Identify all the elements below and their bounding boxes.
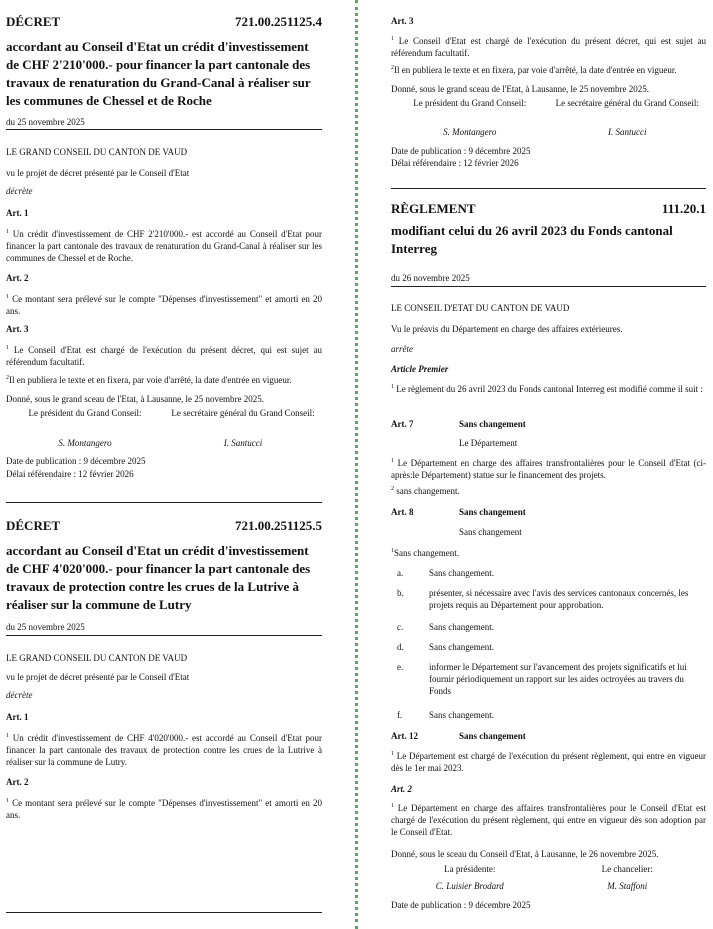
- decree1-signature-titles: [6, 408, 322, 419]
- decree1-art3-label: Art. 3: [6, 324, 29, 334]
- decree2-art1-text: $^1$ Un crédit d'investissement de CHF 4'020'000.- est accordé au Conseil d'Etat pour financer la part cantonale des travaux de protection contre les crues de la Lutrive à réaliser sur la commune de Lutry.: [6, 733, 322, 767]
- cont-given: Donné, sous le grand sceau de l'Etat, à Lausanne, le 25 novembre 2025.: [391, 84, 650, 94]
- cont-art3-text1: $^1$ Le Conseil d'Etat est chargé de l'exécution du présent décret, qui est sujet au référendum facultatif.: [391, 36, 707, 58]
- reg-signature-names: [391, 881, 706, 892]
- decree2-end-rule: [6, 912, 322, 913]
- decree1-type: DÉCRET: [6, 14, 61, 29]
- decree2-header: [6, 518, 322, 534]
- decree2-art2-text: $^1$ Ce montant sera prélevé sur le compte "Dépenses d'investissement" et amorti en 20 ans.: [6, 798, 323, 820]
- cont-ref: Délai référendaire : 12 février 2026: [391, 158, 519, 168]
- decree1-art2-label: Art. 2: [6, 273, 29, 283]
- reg-article-premier-text: $^1$ Le règlement du 26 avril 2023 du Fonds cantonal Interreg est modifié comme il suit :: [391, 384, 703, 394]
- reg-header: [391, 201, 706, 217]
- reg-art8-num: Art. 8: [391, 507, 414, 517]
- reg-list-item: b. présenter, si nécessaire avec l'avis des services cantonaux concernés, les projets requis au Département pour approbation.: [397, 588, 689, 610]
- reg-list-item: f. Sans changement.: [397, 710, 494, 720]
- reg-title: modifiant celui du 26 avril 2023 du Fonds cantonal Interreg: [391, 223, 673, 256]
- reg-list-item: e. informer le Département sur l'avancement des projets significatifs et lui fournir périodiquement un rapport sur les aides octroyées au travers du Fonds: [397, 662, 687, 696]
- reg-art8-row: [391, 506, 706, 518]
- reg-article-premier-label: Article Premier: [391, 364, 449, 374]
- reg-art12-num: Art. 12: [391, 731, 418, 741]
- decree1-sign-left-name: S. Montangero: [58, 438, 112, 448]
- decree2-vu: vu le projet de décret présenté par le Conseil d'Etat: [6, 672, 190, 682]
- reg-pub: Date de publication : 9 décembre 2025: [391, 900, 531, 910]
- decree2-art1-label: Art. 1: [6, 712, 29, 722]
- decree1-title: accordant au Conseil d'Etat un crédit d'investissement de CHF 2'210'000.- pour financer la part cantonale des travaux de renaturation du Grand-Canal à réaliser sur les communes de Chessel et de Roche: [6, 39, 311, 108]
- reg-art7-row: [391, 418, 706, 430]
- reg-rule: [391, 286, 706, 287]
- reg-date: du 26 novembre 2025: [391, 273, 470, 283]
- decree1-number: 721.00.251125.4: [234, 14, 322, 29]
- reg-art8-sub: Sans changement: [459, 527, 522, 537]
- reg-authority: LE CONSEIL D'ETAT DU CANTON DE VAUD: [391, 303, 570, 313]
- cont-art3-text2: $^2$Il en publiera le texte et en fixera, par voie d'arrêté, la date d'entrée en vigueur.: [391, 65, 677, 75]
- reg-type: RÈGLEMENT: [391, 201, 476, 216]
- decree2-authority: LE GRAND CONSEIL DU CANTON DE VAUD: [6, 653, 188, 663]
- decree1-sign-right-title: Le secrétaire général du Grand Conseil:: [171, 408, 315, 418]
- decree1-art1-label: Art. 1: [6, 208, 29, 218]
- cont-sign-left-title: Le président du Grand Conseil:: [413, 98, 527, 108]
- reg-arrete: arrête: [391, 344, 413, 354]
- reg-number: 111.20.1: [661, 201, 706, 216]
- reg-art7-sub: Le Département: [459, 438, 518, 448]
- decree1-header: [6, 14, 322, 30]
- reg-art12-label: Sans changement: [459, 731, 526, 741]
- reg-list-item: a. Sans changement.: [397, 568, 494, 578]
- reg-art8-label: Sans changement: [459, 507, 526, 517]
- decree1-authority: LE GRAND CONSEIL DU CANTON DE VAUD: [6, 147, 188, 157]
- decree1-art2-text: $^1$ Ce montant sera prélevé sur le compte "Dépenses d'investissement" et amorti en 20 ans.: [6, 294, 323, 316]
- cont-pub: Date de publication : 9 décembre 2025: [391, 146, 531, 156]
- reg-list-item: c. Sans changement.: [397, 622, 494, 632]
- decree2-type: DÉCRET: [6, 518, 61, 533]
- decree2-rule: [6, 635, 322, 636]
- cont-sign-right-name: I. Santucci: [608, 127, 647, 137]
- cont-signature-names: [391, 127, 706, 138]
- reg-art12-text: $^1$ Le Département est chargé de l'exécution du présent règlement, qui entre en vigueur dès le 1er mai 2023.: [391, 751, 706, 773]
- cont-art3-label: Art. 3: [391, 16, 414, 26]
- reg-art7-text2: $^2$ sans changement.: [391, 486, 460, 496]
- decree2-decrete: décrète: [6, 690, 33, 700]
- reg-list-item: d. Sans changement.: [397, 642, 494, 652]
- decree2-number: 721.00.251125.5: [234, 518, 322, 533]
- decree1-date: du 25 novembre 2025: [6, 117, 85, 127]
- decree1-decrete: décrète: [6, 186, 33, 196]
- reg-art7-text1: $^1$ Le Département en charge des affaires transfrontalières pour le Conseil d'Etat (ci-après:le Département) statue sur le financement des projets.: [391, 458, 707, 480]
- decree1-pub: Date de publication : 9 décembre 2025: [6, 456, 146, 466]
- cont-end-rule: [391, 188, 706, 189]
- cont-sign-left-name: S. Montangero: [443, 127, 497, 137]
- reg-sign-right-title: Le chancelier:: [601, 864, 653, 874]
- reg-sign-left-name: C. Luisier Brodard: [435, 881, 504, 891]
- reg-given: Donné, sous le sceau du Conseil d'Etat, à Lausanne, le 26 novembre 2025.: [391, 849, 659, 859]
- reg-art8-text1: $^1$Sans changement.: [391, 548, 459, 558]
- reg-sign-left-title: La présidente:: [444, 864, 496, 874]
- reg-art2-text: $^1$ Le Département en charge des affaires transfrontalières pour le Conseil d'Etat est chargé de l'exécution du présent règlement, qui entre en vigueur dès son adoption par le Conseil d'Etat.: [391, 803, 706, 837]
- decree1-signature-names: [6, 438, 322, 449]
- reg-vu: Vu le préavis du Département en charge des affaires extérieures.: [391, 324, 623, 334]
- decree1-vu: vu le projet de décret présenté par le Conseil d'Etat: [6, 168, 190, 178]
- reg-art12-row: [391, 730, 706, 742]
- decree2-art2-label: Art. 2: [6, 777, 29, 787]
- reg-sign-right-name: M. Staffoni: [607, 881, 648, 891]
- decree2-date: du 25 novembre 2025: [6, 622, 85, 632]
- reg-art7-num: Art. 7: [391, 419, 414, 429]
- decree1-sign-left-title: Le président du Grand Conseil:: [28, 408, 142, 418]
- decree1-art3-text1: $^1$ Le Conseil d'Etat est chargé de l'exécution du présent décret, qui est sujet au référendum facultatif.: [6, 345, 322, 367]
- decree1-sign-right-name: I. Santucci: [223, 438, 263, 448]
- decree1-rule: [6, 129, 322, 130]
- reg-signature-titles: [391, 864, 706, 875]
- decree1-art3-text2: $^2$Il en publiera le texte et en fixera, par voie d'arrêté, la date d'entrée en vigueur.: [6, 375, 292, 385]
- decree1-end-rule: [6, 502, 322, 503]
- column-divider: [355, 0, 358, 929]
- reg-art7-label: Sans changement: [459, 419, 526, 429]
- decree1-art1-text: $^1$ Un crédit d'investissement de CHF 2'210'000.- est accordé au Conseil d'Etat pour financer la part cantonale des travaux de renaturation du Grand-Canal à réaliser sur les communes de Chessel et de Roche.: [6, 229, 322, 263]
- reg-art2-label: Art. 2: [391, 784, 413, 794]
- decree2-title: accordant au Conseil d'Etat un crédit d'investissement de CHF 4'020'000.- pour financer la part cantonale des travaux de protection contre les crues de la Lutrive à réaliser sur la commune de Lutry: [6, 543, 311, 612]
- cont-sign-right-title: Le secrétaire général du Grand Conseil:: [555, 98, 699, 108]
- decree1-given: Donné, sous le grand sceau de l'Etat, à Lausanne, le 25 novembre 2025.: [6, 394, 265, 404]
- cont-signature-titles: [391, 98, 706, 109]
- decree1-ref: Délai référendaire : 12 février 2026: [6, 469, 134, 479]
